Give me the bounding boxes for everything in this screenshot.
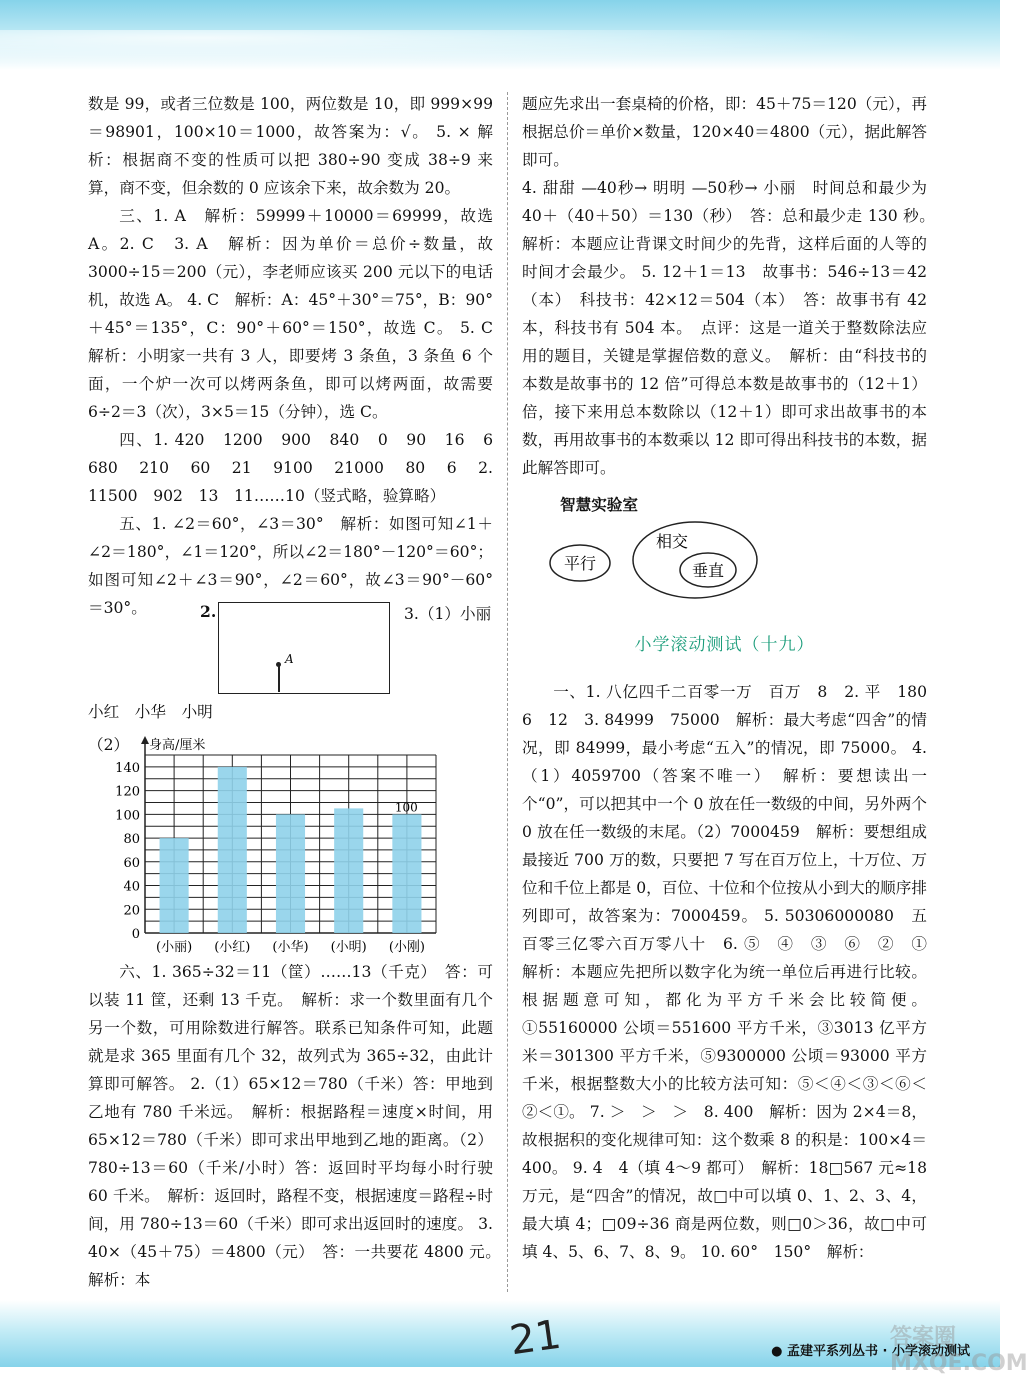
y-tick-label: 60 (123, 855, 140, 871)
height-bar-chart (88, 730, 488, 955)
footer-series: ● 孟建平系列丛书 · 小学滚动测试 (771, 1344, 970, 1359)
y-axis-arrow (141, 736, 149, 744)
y-axis-label: 身高/厘米 (149, 738, 206, 753)
y-tick-label: 140 (115, 760, 140, 776)
left-para-5: 六、1. 365÷32＝11（筐）……13（千克） 答：可以装 11 筐，还剩 13 千克。 解析：求一个数里面有几个另一个数，可用除数进行解答。联系已知条件可知，此题就是求 365 里面有几个 32，故列式为 365÷32，由此计算即可解答。 2.（1）65×12＝780（千米）答：甲地到乙地有 780 千米远。 解析：根据路程＝速度×时间，用 65×12＝780（千米）即可求出甲地到乙地的距离。（2）780÷13＝60（千米/小时）答：返回时平均每小时行驶 60 千米。 解析：返回时，路程不变，根据速度＝路程÷时间，用 780÷13＝60（千米）即可求出返回时的速度。 3. 40×（45＋75）＝4800（元） 答：一共要花 4800 元。 解析：本 (88, 963, 509, 1289)
q3-label: 3.（1）小丽 (404, 605, 492, 623)
left-para-2: 三、1. A 解析：59999＋10000＝69999，故选 A。2. C 3. A 解析：因为单价＝总价÷数量，故 3000÷15＝200（元），李老师应该买 200 元以下的电话机，故选 A。 4. C 解析：A：45°＋30°＝75°，B：90°＋45°＝135°，C：90°＋60°＝150°，故选 C。 5. C 解析：小明家一共有 3 人，即要烤 3 条鱼，3 条鱼 6 个面，一个炉一次可以烤两条鱼，即可以烤两面，故需要 6÷2＝3（次），3×5＝15（分钟），选 C。 (88, 207, 509, 421)
category-label: (小刚) (388, 940, 425, 955)
q2-label: 2. (200, 602, 217, 621)
left-para-3: 四、1. 420 1200 900 840 0 90 16 6 680 210 60 21 9100 21000 80 6 2. 11500 902 13 11……10（竖式略，验算略） (88, 431, 509, 505)
right-para-1: 题应先求出一套桌椅的价格，即：45＋75＝120（元），再根据总价＝单价×数量，120×40＝4800（元），据此解答即可。 (522, 95, 927, 169)
venn-label-parallel: 平行 (563, 554, 597, 573)
y-tick-label: 40 (123, 879, 140, 895)
y-tick-label: 100 (115, 808, 140, 824)
venn-diagram (540, 515, 770, 605)
intersect-ellipse (633, 522, 757, 598)
bar-4 (392, 814, 421, 933)
point-a-label: A (285, 652, 294, 666)
left-para-4: 五、1. ∠2＝60°，∠3＝30° 解析：如图可知∠1＋∠2＝180°，∠1＝120°，所以∠2＝180°－120°＝60°；如图可知∠2＋∠3＝90°，∠2＝60°，故∠3＝90°－60°＝30°。 (88, 515, 493, 617)
watermark: 答案圈 MXQE.COM (890, 1325, 1028, 1376)
wisdom-lab-heading: 智慧实验室 (560, 496, 638, 514)
rectangle-figure (218, 602, 390, 694)
right-column-lower (522, 678, 943, 1266)
names-row: 小红 小华 小明 (88, 703, 213, 721)
y-tick-label: 20 (123, 903, 140, 919)
page-number: 21 (507, 1311, 564, 1365)
right-para-2: 4. 甜甜 —40秒→ 明明 —50秒→ 小丽 时间总和最少为 40＋（40＋50）＝130（秒） 答：总和最少走 130 秒。 解析：本题应让背课文时间少的先背，这样后面的人等的时间才会最少。 5. 12＋1＝13 故事书：546÷13＝42（本） 科技书：42×12＝504（本） 答：故事书有 42 本，科技书有 504 本。 点评：这是一道关于整数除法应用的题目，关键是掌握倍数的意义。 解析：由“科技书的本数是故事书的 12 倍”可得总本数是故事书的（12＋1）倍，接下来用总本数除以（12＋1）即可求出故事书的本数，再用故事书的本数乘以 12 即可得出科技书的本数，据此解答即可。 (522, 179, 943, 477)
bar-1 (218, 767, 247, 933)
left-column-lower (88, 958, 509, 1294)
y-tick-label: 80 (123, 832, 140, 848)
y-tick-label: 0 (131, 927, 140, 942)
y-tick-label: 120 (115, 784, 140, 800)
category-label: (小华) (272, 940, 309, 955)
column-divider (507, 92, 508, 1292)
right-para-3: 一、1. 八亿四千二百零一万 百万 8 2. 平 180 6 12 3. 84999 75000 解析：最大考虑“四舍”的情况，即 84999，最小考虑“五入”的情况，即 75000。 4.（1）4059700（答案不唯一） 解析：要想读出一个“0”，可以把其中一个 0 放在任一数级的中间，另外两个 0 放在任一数级的末尾。（2）7000459 解析：要想组成最接近 700 万的数，只要把 7 写在百万位上，十万位、万位和千位上都是 0，百位、十位和个位按从小到大的顺序排列即可，故答案为：7000459。 5. 50306000080 五百零三亿零六百万零八十 6. ⑤ ④ ③ ⑥ ② ① 解析：本题应先把所以数字化为统一单位后再进行比较。根据题意可知，都化为平方千米会比较简便。①55160000 公顷＝551600 平方千米，③3013 亿平方米＝301300 平方千米，⑤9300000 公顷＝93000 平方千米，根据整数大小的比较方法可知：⑤＜④＜③＜⑥＜②＜①。 7. ＞ ＞ ＞ 8. 400 解析：因为 2×4＝8，故根据积的变化规律可知：这个数乘 8 的积是：100×4＝400。 9. 4 4（填 4～9 都可） 解析：18□567 元≈18 万元，是“四舍”的情况，故□中可以填 0、1、2、3、4，最大填 4；□09÷36 商是两位数，则□0＞36，故□中可填 4、5、6、7、8、9。 10. 60° 150° 解析： (522, 683, 943, 1261)
q3-part2-label: （2） (88, 736, 130, 754)
category-label: (小明) (330, 940, 367, 955)
top-decorative-band (0, 0, 1000, 70)
bar-0 (160, 838, 189, 933)
venn-label-perpendicular: 垂直 (691, 561, 725, 580)
point-a-line (278, 664, 280, 692)
bar-3 (334, 808, 363, 933)
left-para-1: 数是 99，或者三位数是 100，两位数是 10，即 999×99＝98901，100×10＝1000，故答案为：√。 5. × 解析：根据商不变的性质可以把 380÷90 变成 38÷9 来算，商不变，但余数的 0 应该余下来，故余数为 20。 (88, 95, 493, 197)
category-label: (小红) (214, 940, 251, 955)
bar-annotation: 100 (394, 800, 418, 815)
right-column (522, 90, 943, 482)
left-column (88, 90, 509, 622)
category-label: (小丽) (156, 940, 193, 955)
bar-2 (276, 814, 305, 933)
venn-label-intersect: 相交 (655, 532, 689, 551)
section-title: 小学滚动测试（十九） (634, 635, 815, 655)
